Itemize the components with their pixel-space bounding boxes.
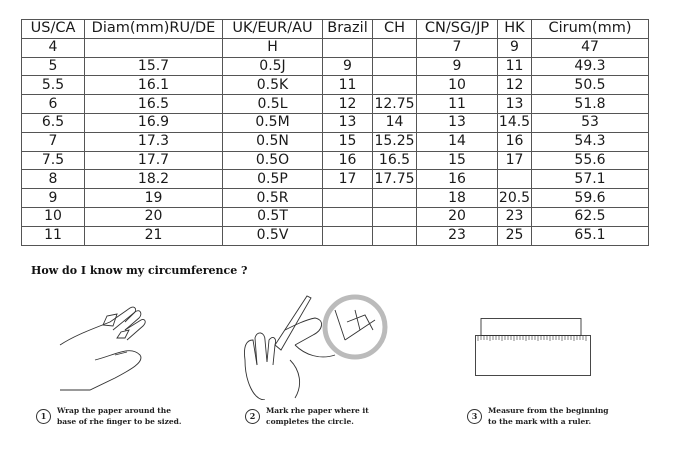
table-cell: 12	[498, 76, 532, 95]
table-cell: 11	[417, 95, 498, 114]
table-cell: 13	[417, 113, 498, 132]
table-cell: 49.3	[532, 57, 649, 76]
table-cell: 6	[22, 95, 85, 114]
step-1-line-2: base of rhe finger to be sized.	[57, 417, 182, 426]
table-row	[22, 132, 649, 151]
table-cell: 54.3	[532, 132, 649, 151]
hand-mark-pen-icon	[235, 290, 395, 400]
table-cell	[323, 226, 373, 245]
table-cell	[373, 189, 417, 208]
table-cell: 25	[498, 226, 532, 245]
table-cell: 59.6	[532, 189, 649, 208]
table-cell: 14	[373, 113, 417, 132]
table-cell: 7	[22, 132, 85, 151]
table-cell: 14	[417, 132, 498, 151]
table-cell: 17.75	[374, 170, 415, 187]
column-header: UK/EUR/AU	[223, 20, 323, 39]
table-cell	[373, 76, 417, 95]
table-cell: 17	[323, 170, 373, 189]
table-cell: 5	[22, 57, 85, 76]
step-1-line-1: Wrap the paper around the	[57, 406, 171, 415]
table-row	[22, 170, 649, 189]
table-cell: 8	[22, 170, 85, 189]
table-cell: 50.5	[532, 76, 649, 95]
table-cell: 18.2	[85, 170, 223, 189]
step-1-caption	[36, 405, 181, 427]
table-cell: H	[223, 38, 323, 57]
table-cell: 9	[498, 38, 532, 57]
step-3-caption	[467, 405, 609, 427]
table-cell: 10	[22, 207, 85, 226]
column-header: HK	[498, 20, 532, 39]
hand-wrap-paper-icon	[55, 300, 165, 400]
table-row	[22, 151, 649, 170]
ring-size-table	[21, 19, 649, 246]
table-cell: 62.5	[532, 207, 649, 226]
table-cell	[323, 189, 373, 208]
table-cell: 15.25	[374, 133, 415, 150]
table-cell: 5.5	[22, 76, 85, 95]
step-2-line-1: Mark rhe paper where it	[266, 406, 369, 415]
step-3-line-2: to the mark with a ruler.	[488, 417, 592, 426]
table-cell: 21	[85, 226, 223, 245]
step-number-badge: 2	[245, 409, 260, 424]
table-cell	[373, 226, 417, 245]
table-row	[22, 189, 649, 208]
table-cell: 11	[323, 76, 373, 95]
step-number-badge: 1	[36, 409, 51, 424]
column-header: US/CA	[22, 20, 85, 39]
table-cell: 0.5K	[223, 76, 323, 95]
table-cell: 15.7	[85, 57, 223, 76]
table-cell: 16	[498, 132, 532, 151]
table-cell: 0.5T	[223, 207, 323, 226]
step-3-line-1: Measure from the beginning	[488, 406, 609, 415]
table-cell: 17.7	[85, 151, 223, 170]
table-cell: 9	[323, 57, 373, 76]
table-cell	[373, 38, 417, 57]
step-number-badge: 3	[467, 409, 482, 424]
table-cell: 51.8	[532, 95, 649, 114]
column-header: Cirum(mm)	[532, 20, 649, 39]
table-cell: 14.5	[498, 114, 531, 131]
table-cell: 10	[417, 76, 498, 95]
step-2-caption	[245, 405, 369, 427]
column-header: Brazil	[323, 20, 373, 39]
table-cell: 16	[323, 151, 373, 170]
table-cell: 55.6	[532, 151, 649, 170]
table-cell: 9	[22, 189, 85, 208]
table-cell: 18	[417, 189, 498, 208]
table-cell	[498, 170, 532, 189]
table-row	[22, 38, 649, 57]
table-cell: 12.75	[374, 95, 415, 112]
table-cell: 0.5O	[223, 151, 323, 170]
table-row	[22, 113, 649, 132]
table-cell: 20	[417, 207, 498, 226]
table-cell: 17	[498, 151, 532, 170]
table-cell: 13	[323, 113, 373, 132]
table-cell	[323, 38, 373, 57]
table-cell: 20.5	[498, 189, 531, 206]
table-cell: 15	[323, 132, 373, 151]
table-body	[22, 38, 649, 245]
circumference-question-heading: How do I know my circumference ?	[31, 264, 248, 277]
column-header: Diam(mm)RU/DE	[85, 20, 223, 39]
table-cell: 53	[532, 113, 649, 132]
table-cell: 7	[417, 38, 498, 57]
table-cell: 0.5V	[223, 226, 323, 245]
table-cell: 0.5R	[223, 189, 323, 208]
table-cell	[373, 57, 417, 76]
table-cell: 23	[498, 207, 532, 226]
table-cell: 16.9	[85, 113, 223, 132]
step-2-line-2: completes the circle.	[266, 417, 354, 426]
table-cell: 16.1	[85, 76, 223, 95]
table-cell: 0.5J	[223, 57, 323, 76]
table-cell: 47	[532, 38, 649, 57]
column-header: CH	[373, 20, 417, 39]
table-row	[22, 57, 649, 76]
table-cell: 16	[417, 170, 498, 189]
table-cell: 23	[417, 226, 498, 245]
table-cell: 16.5	[85, 95, 223, 114]
table-cell: 9	[417, 57, 498, 76]
column-header: CN/SG/JP	[417, 20, 498, 39]
table-header-row	[22, 20, 649, 39]
table-cell: 20	[85, 207, 223, 226]
table-cell: 11	[22, 226, 85, 245]
ruler-icon	[475, 318, 595, 380]
table-cell: 16.5	[373, 151, 417, 170]
table-cell: 15	[417, 151, 498, 170]
table-cell: 65.1	[532, 226, 649, 245]
table-cell: 11	[498, 57, 532, 76]
table-cell: 6.5	[22, 113, 85, 132]
table-cell: 4	[22, 38, 85, 57]
table-row	[22, 207, 649, 226]
table-row	[22, 226, 649, 245]
table-cell	[373, 207, 417, 226]
table-cell: 0.5N	[223, 132, 323, 151]
table-row	[22, 95, 649, 114]
table-cell: 7.5	[22, 151, 85, 170]
table-cell	[323, 207, 373, 226]
table-cell: 57.1	[532, 170, 649, 189]
table-cell: 13	[498, 95, 532, 114]
table-cell: 0.5L	[223, 95, 323, 114]
table-cell: 0.5P	[223, 170, 323, 189]
table-cell: 17.3	[85, 132, 223, 151]
table-cell: 12	[323, 95, 373, 114]
table-cell	[85, 38, 223, 57]
table-cell: 19	[85, 189, 223, 208]
table-cell: 0.5M	[223, 113, 323, 132]
table-row	[22, 76, 649, 95]
